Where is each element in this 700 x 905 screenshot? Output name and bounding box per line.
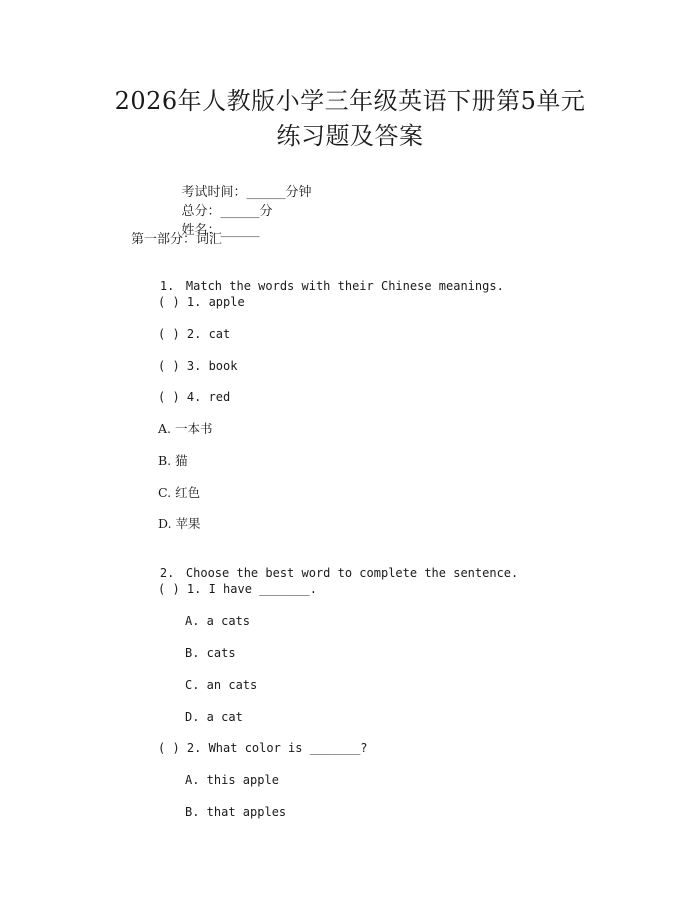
exam-time-field: 考试时间：______分钟 bbox=[181, 185, 312, 200]
document-title-line1: 2026年人教版小学三年级英语下册第5单元 bbox=[114, 87, 586, 115]
q1-item: ( ) 2. cat bbox=[158, 327, 231, 341]
total-score-field: 总分：______分 bbox=[181, 204, 273, 219]
q1-option: D. 苹果 bbox=[158, 516, 201, 531]
q2-sub2-option: B. that apples bbox=[185, 805, 287, 819]
question-1-prompt: Match the words with their Chinese meanings. bbox=[185, 279, 504, 293]
q2-sub1-option: C. an cats bbox=[185, 678, 258, 692]
q2-sub1-option: D. a cat bbox=[185, 710, 243, 724]
q2-sub1-option: A. a cats bbox=[185, 614, 251, 628]
q1-item: ( ) 4. red bbox=[158, 390, 231, 404]
q1-option: C. 红色 bbox=[158, 485, 201, 500]
question-1-number: 1. bbox=[159, 279, 175, 293]
q2-sub1-option: B. cats bbox=[185, 646, 236, 660]
q1-item: ( ) 1. apple bbox=[158, 295, 245, 309]
question-2-prompt: Choose the best word to complete the sentence. bbox=[185, 566, 519, 580]
q2-sub2-option: A. this apple bbox=[185, 773, 279, 787]
part1-heading: 第一部分：词汇 bbox=[131, 232, 223, 247]
q1-item: ( ) 3. book bbox=[158, 359, 238, 373]
name-field: 姓名：______ bbox=[181, 223, 260, 238]
q2-sub1-stem: ( ) 1. I have _______. bbox=[158, 582, 317, 596]
q1-option: B. 猫 bbox=[158, 453, 188, 468]
q1-option: A. 一本书 bbox=[158, 421, 213, 436]
q2-sub2-stem: ( ) 2. What color is _______? bbox=[158, 741, 368, 755]
question-2-number: 2. bbox=[159, 566, 175, 580]
document-title-line2: 练习题及答案 bbox=[276, 122, 424, 150]
